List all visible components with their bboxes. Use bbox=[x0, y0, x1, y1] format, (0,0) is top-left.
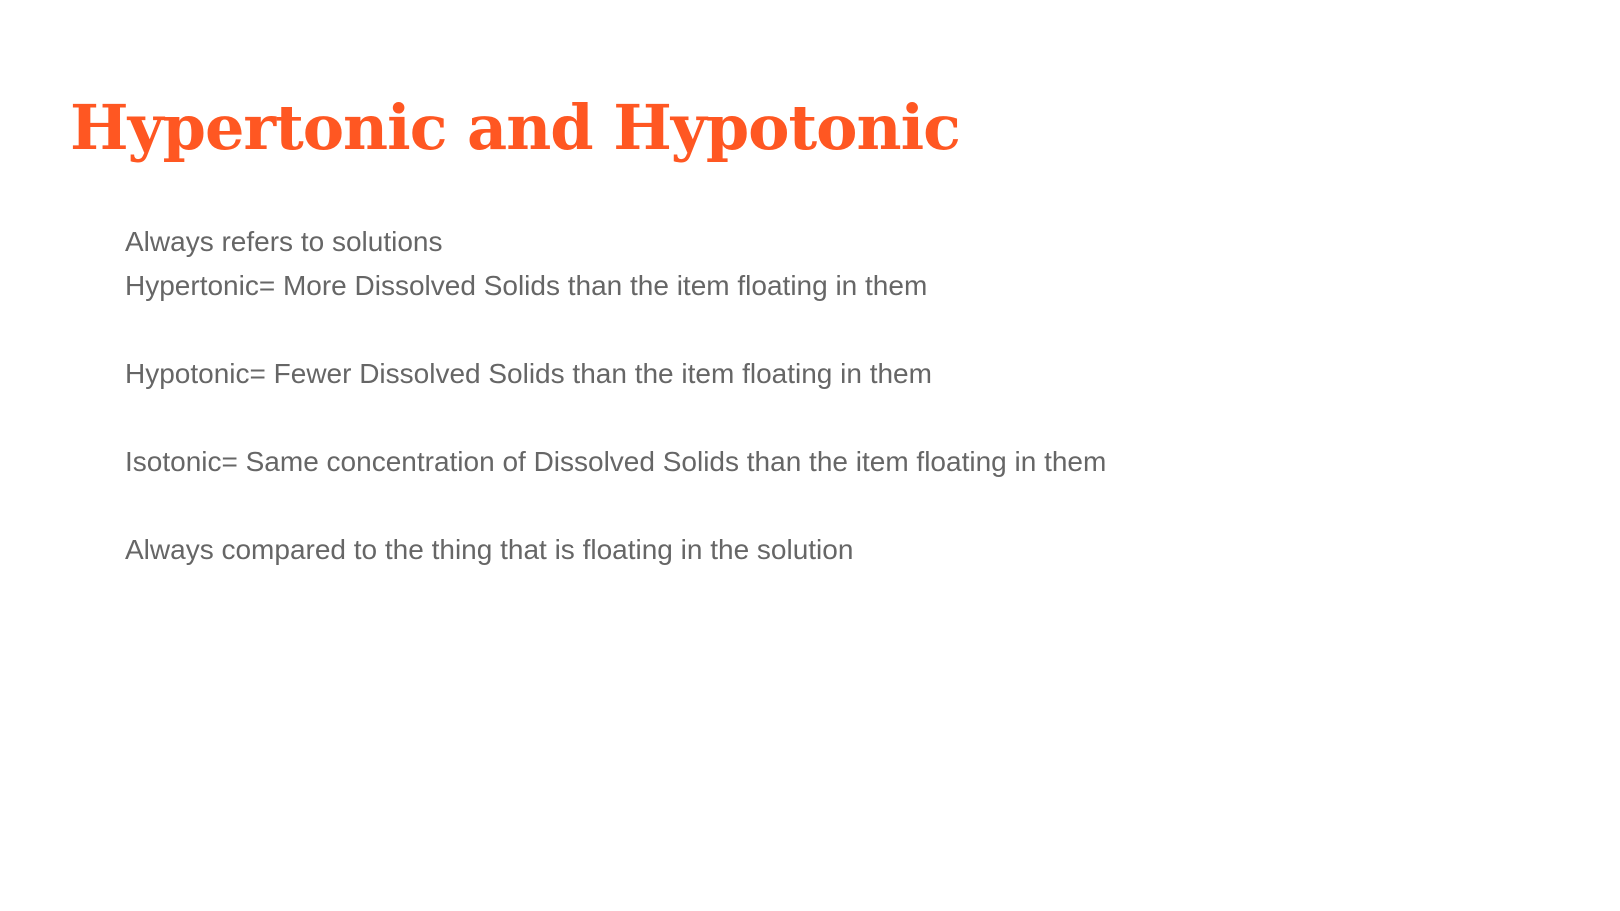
body-line-5: Always compared to the thing that is floating in the solution bbox=[125, 534, 854, 565]
slide-body bbox=[125, 220, 1106, 572]
slide-title: Hypertonic and Hypotonic bbox=[70, 91, 960, 164]
body-line-1: Always refers to solutions bbox=[125, 226, 443, 257]
blank-line bbox=[125, 484, 1106, 528]
body-line-3: Hypotonic= Fewer Dissolved Solids than the item floating in them bbox=[125, 358, 932, 389]
blank-line bbox=[125, 308, 1106, 352]
body-line-2: Hypertonic= More Dissolved Solids than the item floating in them bbox=[125, 270, 928, 301]
body-line-4: Isotonic= Same concentration of Dissolved Solids than the item floating in them bbox=[125, 446, 1107, 477]
blank-line bbox=[125, 396, 1106, 440]
